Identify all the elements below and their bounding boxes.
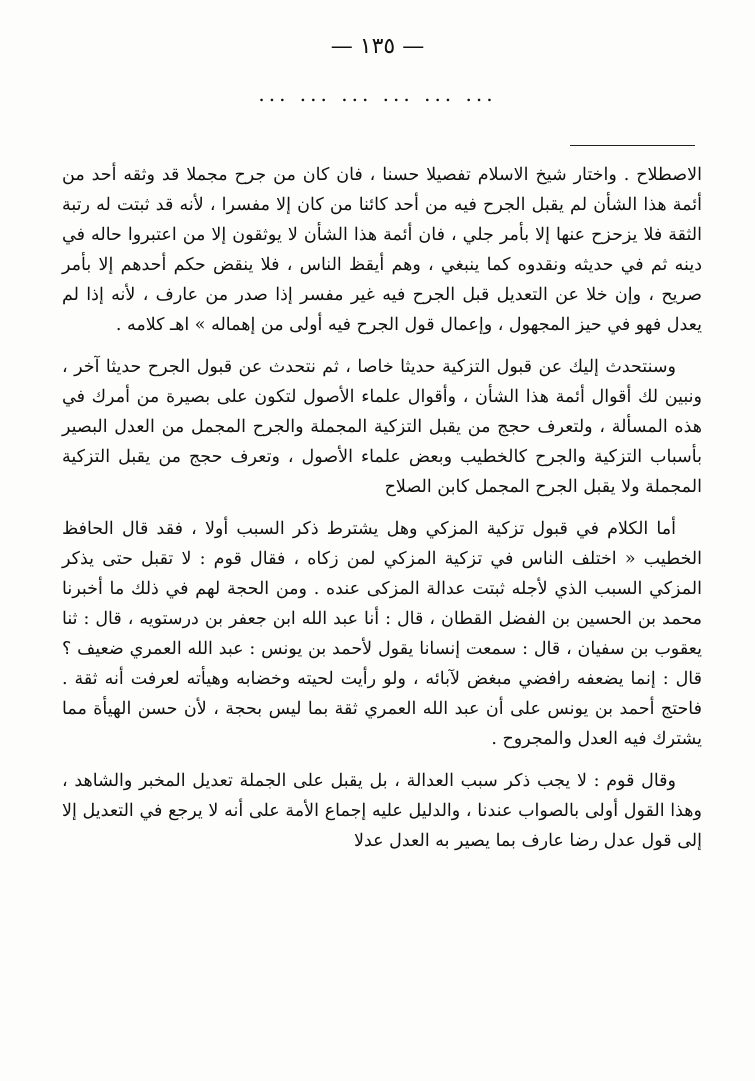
paragraph-1: الاصطلاح . واختار شيخ الاسلام تفصيلا حسنا ، فان كان من جرح مجملا قد وثقه أحد من أئمة هذا الشأن لم يقبل الجرح فيه من أحد كائنا من كان إلا مفسرا ، لأنه قد ثبتت له رتبة الثقة فلا يزحزح عنها إلا بأمر جلي ، فان أئمة هذا الشأن لا يوثقون إلا من اعتبروا حاله في دينه ثم في حديثه ونقدوه كما ينبغي ، وهم أيقظ الناس ، فلا ينقض حكم أحدهم إلا بأمر صريح ، وإن خلا عن التعديل قبل الجرح فيه غير مفسر إذا صدر من عارف ، لأنه إذا لم يعدل فهو في حيز المجهول ، وإعمال قول الجرح فيه أولى من إهماله » اهـ كلامه . [62,165,702,335]
paragraph-4: وقال قوم : لا يجب ذكر سبب العدالة ، بل يقبل على الجملة تعديل المخبر والشاهد ، وهذا القول أولى بالصواب عندنا ، والدليل عليه إجماع الأمة على أنه لا يرجع في التعديل إلا إلى قول عدل رضا عارف بما يصير به العدل عدلا [62,771,702,851]
paragraph-3: أما الكلام في قبول تزكية المزكي وهل يشترط ذكر السبب أولا ، فقد قال الحافظ الخطيب « اختلف الناس في تزكية المزكي لمن زكاه ، فقال قوم : لا تقبل حتى يذكر المزكي السبب الذي لأجله ثبتت عدالة المزكى عنده . ومن الحجة لهم في ذلك ما أخبرنا محمد بن الحسين بن الفضل القطان ، قال : أنا عبد الله ابن جعفر بن درستويه ، قال : ثنا يعقوب بن سفيان ، قال : سمعت إنسانا يقول لأحمد بن يونس : عبد الله العمري ضعيف ؟ قال : إنما يضعفه رافضي مبغض لآبائه ، ولو رأيت لحيته وخضابه وهيأته لعرفت أنه ثقة . فاحتج أحمد بن يونس على أن عبد الله العمري ثقة بما ليس بحجة ، لأن حسن الهيأة مما يشترك فيه العدل والمجروح . [62,519,702,749]
paragraph-2: وسنتحدث إليك عن قبول التزكية حديثا خاصا ، ثم نتحدث عن قبول الجرح حديثا آخر ، ونبين لك أقوال أئمة هذا الشأن ، وأقوال علماء الأصول لتكون على بصيرة من أمرك في هذه المسألة ، ولتعرف حجج من يقبل التزكية المجملة والجرح المجمل من العدل البصير بأسباب التزكية والجرح كالخطيب وبعض علماء الأصول ، وتعرف حجج من يقبل التزكية المجملة ولا يقبل الجرح المجمل كابن الصلاح [62,357,702,497]
ellipsis-line: ... ... ... ... ... ... [258,82,497,106]
body-text [62,160,702,868]
page-number: — ١٣٥ — [330,34,425,59]
divider-rule [570,145,695,146]
